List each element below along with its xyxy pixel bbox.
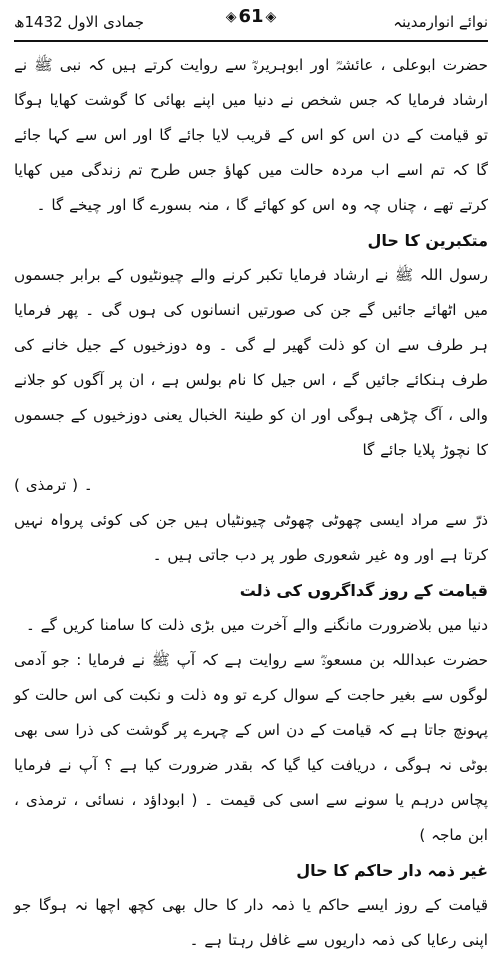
book-title: نوائے انوارمدینہ: [393, 13, 488, 31]
right-ornament-icon: ◈: [265, 8, 277, 25]
paragraph-note: ذرّ سے مراد ایسی چھوٹی چھوٹی چیونٹیاں ہیں جن کی کوئی پرواہ نہیں کرتا ہے اور وہ غیر شعوری طور پر دب جاتی ہیں ۔: [14, 511, 488, 564]
paragraph-ruler: قیامت کے روز ایسے حاکم یا ذمہ دار کا حال بھی کچھ اچھا نہ ہوگا جو اپنی رعایا کی ذمہ داریوں سے غافل رہتا ہے ۔: [14, 896, 488, 949]
heading-arrogant: متکبرین کا حال: [367, 231, 488, 250]
paragraph-arrogant: رسول اللہ ﷺ نے ارشاد فرمایا تکبر کرنے والے چیونٹیوں کے برابر جسموں میں اٹھائے جائیں گے جن کی صورتیں انسانوں کی ہوں گی ۔ پھر فرمایا ہر طرف سے ان کو ذلت گھیر لے گی ۔ وہ دوزخیوں کے جیل خانے کی طرف ہنکائے جائیں گے ، اس جیل کا نام بولس ہے ، ان پر آگوں کو جلانے والی ، آگ چڑھی ہوگی اور ان کو طینۃ الخبال یعنی دوزخیوں کے جسموں کا نچوڑ پلایا جائے گا: [14, 266, 488, 459]
left-ornament-icon: ◈: [225, 8, 237, 25]
page-number: 61: [238, 6, 264, 27]
citation-tirmidhi: ۔ ( ترمذی ): [14, 476, 93, 494]
heading-ruler: غیر ذمہ دار حاکم کا حال: [296, 861, 488, 880]
paragraph-beggars-hadith: حضرت عبداللہ بن مسعودؓ سے روایت ہے کہ آپ ﷺ نے فرمایا : جو آدمی لوگوں سے بغیر حاجت کے سوال کرے تو وہ ذلت و نکبت کی اس حالت کو پہونچ جاتا ہے کہ قیامت کے دن اس کے چہرے پر گوشت کی ذرا سی بھی بوٹی نہ ہوگی ، دریافت کیا گیا کہ بقدر ضرورت کیا ہے ؟ آپ نے فرمایا پچاس درہم یا سونے سے اسی کی قیمت ۔ ( ابوداؤد ، نسائی ، ترمذی ، ابن ماجہ ): [14, 651, 488, 844]
issue-date: جمادی الاول 1432ھ: [14, 13, 145, 31]
paragraph-beggars-intro: دنیا میں بلاضرورت مانگنے والے آخرت میں بڑی ذلت کا سامنا کریں گے ۔: [25, 616, 488, 634]
heading-beggars: قیامت کے روز گداگروں کی ذلت: [239, 581, 488, 600]
page-header: [14, 0, 488, 40]
header-divider: [14, 40, 488, 42]
page-number-group: [226, 6, 277, 27]
paragraph-intro: حضرت ابوعلی ، عائشہؓ اور ابوہریرہؓ سے روایت کرتے ہیں کہ نبی ﷺ نے ارشاد فرمایا کہ جس شخص نے دنیا میں اپنے بھائی کا گوشت کھایا ہوگا تو قیامت کے دن اس کو اس کے قریب لایا جائے گا اور اس سے کہا جائے گا کہ تم اسے اب مردہ حالت میں کھاؤ جس طرح تم زندگی میں کھایا کرتے تھے ، چناں چہ وہ اس کو کھائے گا ، منہ بسورے گا اور چیخے گا ۔: [14, 56, 488, 214]
article-body: [14, 48, 488, 958]
